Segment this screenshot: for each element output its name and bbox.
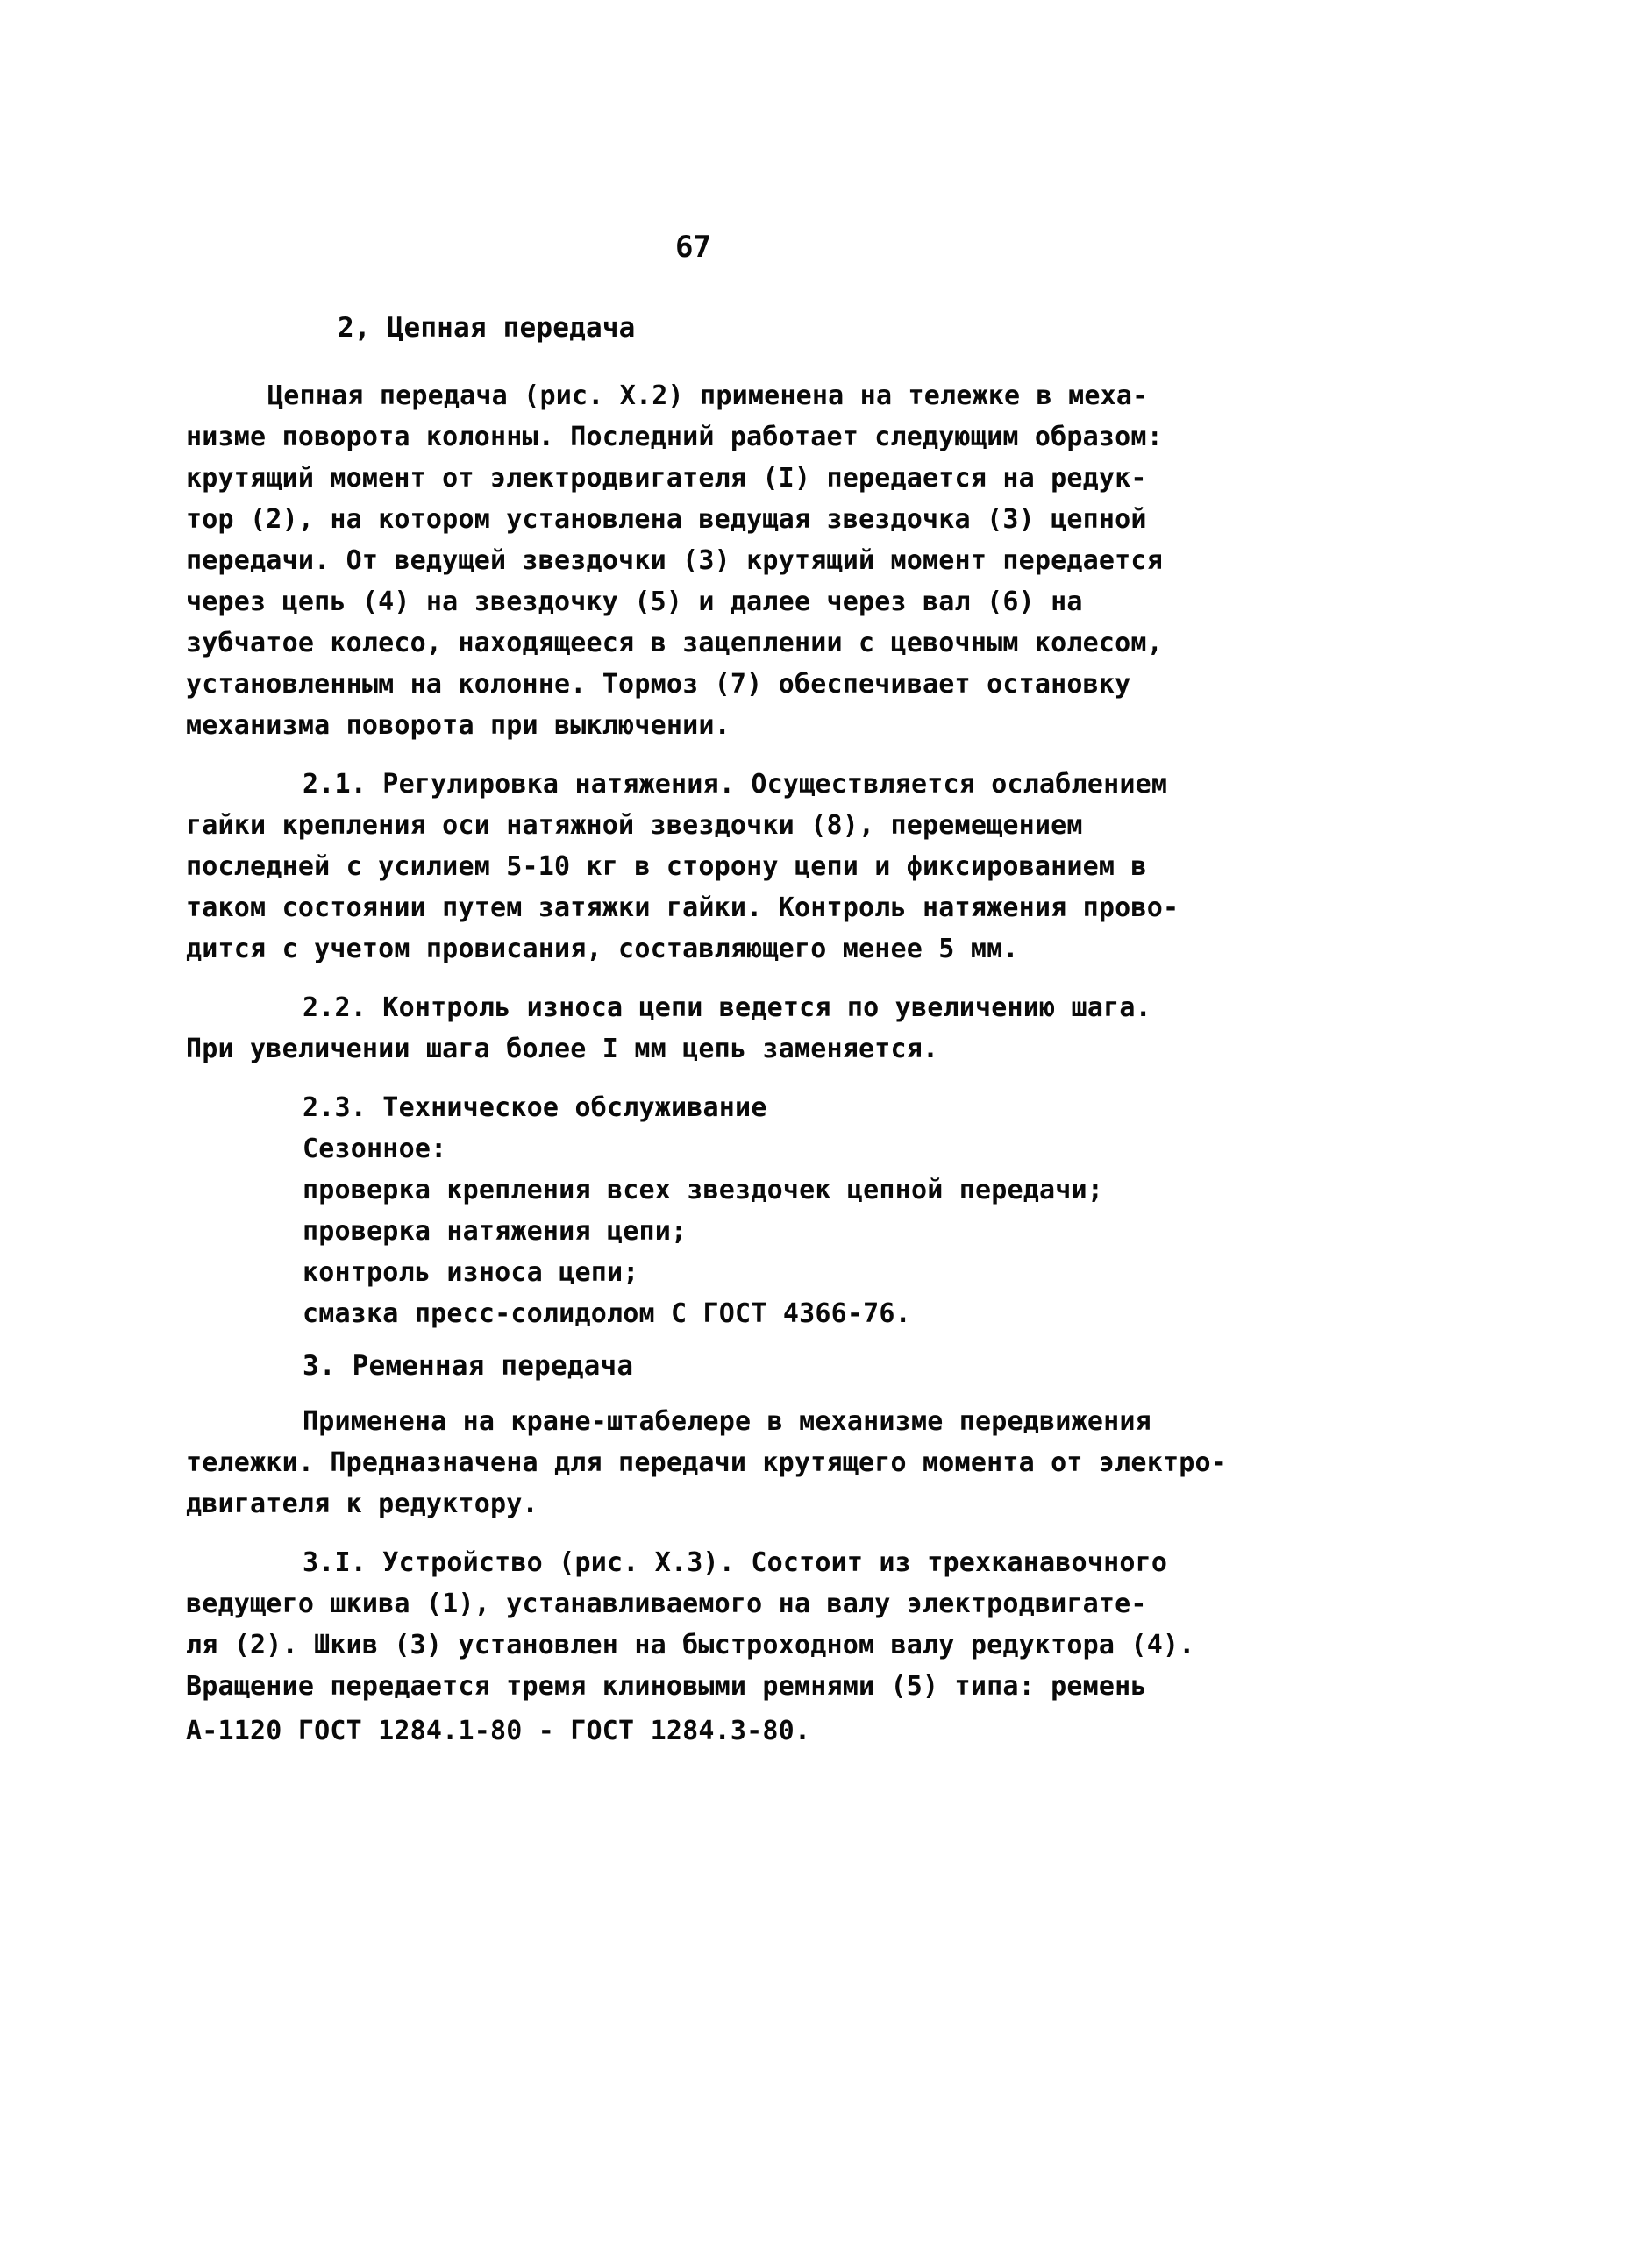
- paragraph-line: проверка натяжения цепи;: [303, 1216, 688, 1247]
- paragraph-line: тележки. Предназначена для передачи крутящего момента от электро-: [186, 1447, 1227, 1478]
- paragraph-line: проверка крепления всех звездочек цепной передачи;: [303, 1175, 1104, 1205]
- paragraph-line: Применена на кране-штабелере в механизме передвижения: [303, 1406, 1151, 1437]
- section-heading-chain-drive: 2, Цепная передача: [338, 312, 636, 344]
- paragraph-line: 2.2. Контроль износа цепи ведется по увеличению шага.: [303, 992, 1151, 1023]
- paragraph-line: через цепь (4) на звездочку (5) и далее через вал (6) на: [186, 587, 1083, 617]
- page-number: 67: [675, 230, 711, 265]
- paragraph-line: механизма поворота при выключении.: [186, 710, 731, 741]
- paragraph-line: Цепная передача (рис. X.2) применена на тележке в меха-: [267, 380, 1149, 411]
- paragraph-line: таком состоянии путем затяжки гайки. Контроль натяжения прово-: [186, 892, 1180, 923]
- paragraph-line: зубчатое колесо, находящееся в зацеплении с цевочным колесом,: [186, 628, 1163, 658]
- paragraph-line: последней с усилием 5-10 кг в сторону цепи и фиксированием в: [186, 851, 1147, 882]
- paragraph-line: гайки крепления оси натяжной звездочки (8), перемещением: [186, 810, 1083, 841]
- paragraph-line: тор (2), на котором установлена ведущая звездочка (3) цепной: [186, 504, 1147, 535]
- paragraph-line: контроль износа цепи;: [303, 1257, 639, 1288]
- paragraph-line: крутящий момент от электродвигателя (I) передается на редук-: [186, 463, 1147, 494]
- paragraph-line: А-1120 ГОСТ 1284.1-80 - ГОСТ 1284.3-80.: [186, 1716, 811, 1746]
- paragraph-line: смазка пресс-солидолом С ГОСТ 4366-76.: [303, 1298, 911, 1329]
- paragraph-line: дится с учетом провисания, составляющего менее 5 мм.: [186, 934, 1019, 964]
- section-heading-belt-drive: 3. Ременная передача: [303, 1350, 634, 1382]
- paragraph-line: Вращение передается тремя клиновыми ремнями (5) типа: ремень: [186, 1671, 1147, 1702]
- paragraph-line: низме поворота колонны. Последний работает следующим образом:: [186, 422, 1163, 452]
- paragraph-line: установленным на колонне. Тормоз (7) обеспечивает остановку: [186, 669, 1131, 700]
- paragraph-line: ведущего шкива (1), устанавливаемого на валу электродвигате-: [186, 1589, 1147, 1619]
- paragraph-line: 2.3. Техническое обслуживание: [303, 1092, 767, 1123]
- paragraph-line: передачи. От ведущей звездочки (3) крутящий момент передается: [186, 545, 1163, 576]
- paragraph-line: ля (2). Шкив (3) установлен на быстроходном валу редуктора (4).: [186, 1630, 1195, 1660]
- paragraph-line: Сезонное:: [303, 1134, 447, 1164]
- paragraph-line: 2.1. Регулировка натяжения. Осуществляется ослаблением: [303, 769, 1168, 800]
- paragraph-line: При увеличении шага более I мм цепь заменяется.: [186, 1034, 939, 1064]
- paragraph-line: двигателя к редуктору.: [186, 1489, 538, 1519]
- paragraph-line: 3.I. Устройство (рис. X.3). Состоит из трехканавочного: [303, 1547, 1168, 1578]
